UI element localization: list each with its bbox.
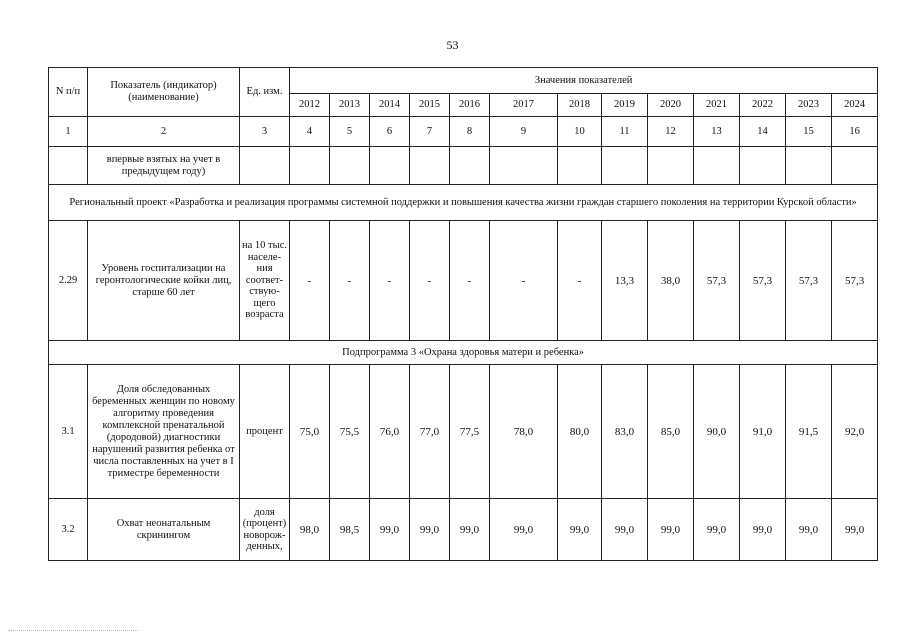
value-cell: 99,0 bbox=[694, 499, 740, 561]
column-number: 10 bbox=[558, 117, 602, 147]
value-cell: 99,0 bbox=[450, 499, 490, 561]
cell-empty bbox=[740, 147, 786, 185]
column-number: 6 bbox=[370, 117, 410, 147]
header-year: 2020 bbox=[648, 94, 694, 117]
value-cell: 77,0 bbox=[410, 365, 450, 499]
table-row-3-1 bbox=[49, 365, 878, 499]
table-row-2-29 bbox=[49, 221, 878, 341]
header-year: 2018 bbox=[558, 94, 602, 117]
value-cell: 99,0 bbox=[740, 499, 786, 561]
header-col-values: Значения показателей bbox=[290, 68, 878, 94]
value-cell: 75,0 bbox=[290, 365, 330, 499]
cell-empty bbox=[602, 147, 648, 185]
value-cell: 57,3 bbox=[786, 221, 832, 341]
column-number: 2 bbox=[88, 117, 240, 147]
cell-empty bbox=[49, 147, 88, 185]
value-cell: 77,5 bbox=[450, 365, 490, 499]
value-cell: 91,5 bbox=[786, 365, 832, 499]
value-cell: 90,0 bbox=[694, 365, 740, 499]
header-year: 2019 bbox=[602, 94, 648, 117]
cell-empty bbox=[450, 147, 490, 185]
header-col-unit: Ед. изм. bbox=[240, 68, 290, 117]
value-cell: 83,0 bbox=[602, 365, 648, 499]
value-cell: - bbox=[490, 221, 558, 341]
header-year: 2017 bbox=[490, 94, 558, 117]
cell-empty bbox=[648, 147, 694, 185]
column-number: 16 bbox=[832, 117, 878, 147]
value-cell: - bbox=[450, 221, 490, 341]
cell-empty bbox=[490, 147, 558, 185]
row-number: 2.29 bbox=[49, 221, 88, 341]
value-cell: 75,5 bbox=[330, 365, 370, 499]
value-cell: 78,0 bbox=[490, 365, 558, 499]
column-number: 12 bbox=[648, 117, 694, 147]
indicators-table bbox=[48, 67, 878, 561]
indicator-name: Уровень госпитализации на геронтологические койки лиц, старше 60 лет bbox=[88, 221, 240, 341]
column-numbers-row bbox=[49, 117, 878, 147]
column-number: 5 bbox=[330, 117, 370, 147]
header-year: 2021 bbox=[694, 94, 740, 117]
column-number: 13 bbox=[694, 117, 740, 147]
cell-empty bbox=[240, 147, 290, 185]
header-year: 2015 bbox=[410, 94, 450, 117]
column-number: 8 bbox=[450, 117, 490, 147]
cell-empty bbox=[786, 147, 832, 185]
indicator-unit: на 10 тыс. населе-ния соответ-ствую-щего возраста bbox=[240, 221, 290, 341]
value-cell: 57,3 bbox=[740, 221, 786, 341]
value-cell: 80,0 bbox=[558, 365, 602, 499]
header-year: 2016 bbox=[450, 94, 490, 117]
value-cell: 99,0 bbox=[832, 499, 878, 561]
cell-empty bbox=[410, 147, 450, 185]
header-year: 2023 bbox=[786, 94, 832, 117]
value-cell: 99,0 bbox=[648, 499, 694, 561]
scan-artifact bbox=[8, 630, 138, 633]
value-cell: 76,0 bbox=[370, 365, 410, 499]
indicator-unit: доля (процент) новорож-денных, bbox=[240, 499, 290, 561]
value-cell: - bbox=[370, 221, 410, 341]
header-year: 2024 bbox=[832, 94, 878, 117]
table-row-3-2 bbox=[49, 499, 878, 561]
section-title: Региональный проект «Разработка и реализация программы системной поддержки и повышения качества жизни граждан старшего поколения на территории Курской области» bbox=[49, 185, 878, 221]
value-cell: 99,0 bbox=[370, 499, 410, 561]
column-number: 15 bbox=[786, 117, 832, 147]
value-cell: 38,0 bbox=[648, 221, 694, 341]
value-cell: 99,0 bbox=[558, 499, 602, 561]
row-number: 3.1 bbox=[49, 365, 88, 499]
value-cell: 99,0 bbox=[786, 499, 832, 561]
header-year: 2014 bbox=[370, 94, 410, 117]
indicator-name: Доля обследованных беременных женщин по новому алгоритму проведения комплексной пренатальной (дородовой) диагностики нарушений развития ребенка от числа поставленных на учет в I триместре беременности bbox=[88, 365, 240, 499]
header-year: 2022 bbox=[740, 94, 786, 117]
cell-empty bbox=[558, 147, 602, 185]
row-number: 3.2 bbox=[49, 499, 88, 561]
table-row-continuation bbox=[49, 147, 878, 185]
cell-empty bbox=[694, 147, 740, 185]
column-number: 11 bbox=[602, 117, 648, 147]
section-row-subprogram-3 bbox=[49, 341, 878, 365]
column-number: 9 bbox=[490, 117, 558, 147]
value-cell: - bbox=[558, 221, 602, 341]
column-number: 7 bbox=[410, 117, 450, 147]
indicator-unit: процент bbox=[240, 365, 290, 499]
column-number: 1 bbox=[49, 117, 88, 147]
value-cell: - bbox=[330, 221, 370, 341]
value-cell: 92,0 bbox=[832, 365, 878, 499]
value-cell: 57,3 bbox=[832, 221, 878, 341]
header-row bbox=[49, 68, 878, 94]
column-number: 14 bbox=[740, 117, 786, 147]
cell-empty bbox=[832, 147, 878, 185]
cell-empty bbox=[290, 147, 330, 185]
column-number: 3 bbox=[240, 117, 290, 147]
section-row-regional-project bbox=[49, 185, 878, 221]
cell-empty bbox=[330, 147, 370, 185]
section-title: Подпрограмма 3 «Охрана здоровья матери и ребенка» bbox=[49, 341, 878, 365]
value-cell: 57,3 bbox=[694, 221, 740, 341]
value-cell: 98,5 bbox=[330, 499, 370, 561]
value-cell: 99,0 bbox=[410, 499, 450, 561]
value-cell: 85,0 bbox=[648, 365, 694, 499]
header-year: 2013 bbox=[330, 94, 370, 117]
value-cell: 99,0 bbox=[602, 499, 648, 561]
header-year: 2012 bbox=[290, 94, 330, 117]
value-cell: - bbox=[290, 221, 330, 341]
value-cell: 13,3 bbox=[602, 221, 648, 341]
value-cell: - bbox=[410, 221, 450, 341]
header-col-no: N п/п bbox=[49, 68, 88, 117]
header-col-name: Показатель (индикатор) (наименование) bbox=[88, 68, 240, 117]
value-cell: 91,0 bbox=[740, 365, 786, 499]
cell-empty bbox=[370, 147, 410, 185]
indicator-name: Охват неонатальным скринингом bbox=[88, 499, 240, 561]
value-cell: 98,0 bbox=[290, 499, 330, 561]
page-number: 53 bbox=[446, 38, 459, 52]
value-cell: 99,0 bbox=[490, 499, 558, 561]
indicator-name: впервые взятых на учет в предыдущем году) bbox=[88, 147, 240, 185]
column-number: 4 bbox=[290, 117, 330, 147]
